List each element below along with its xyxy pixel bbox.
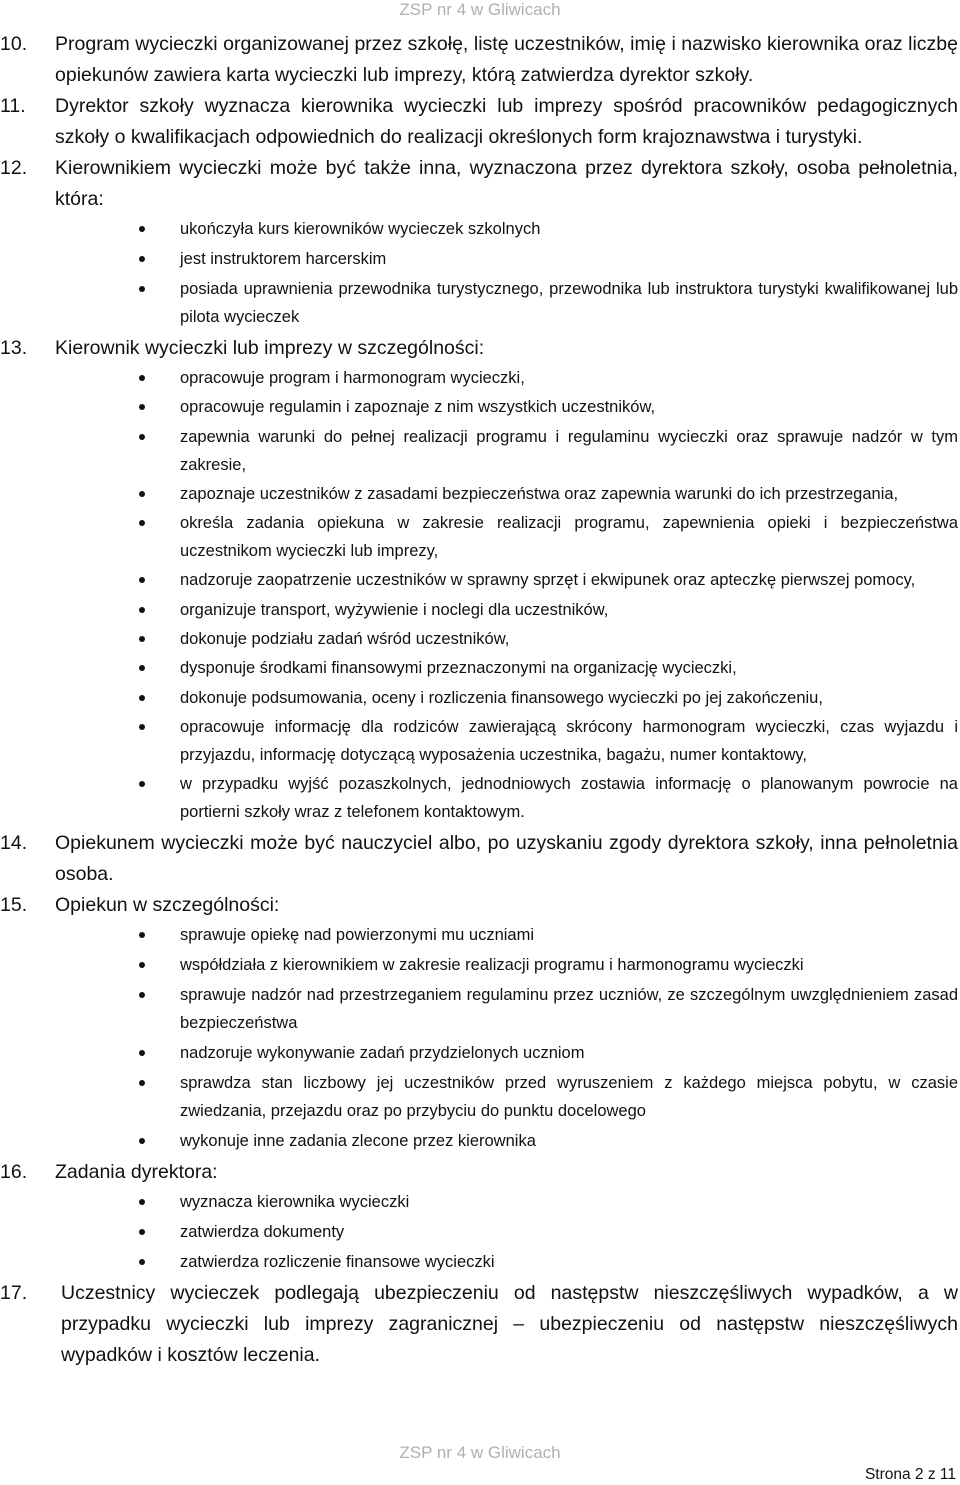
paragraph-13: [0, 333, 960, 364]
paragraph-number: 15.: [0, 893, 28, 916]
bullet-item: [0, 364, 960, 392]
bullet-text: nadzoruje wykonywanie zadań przydzielonych uczniom: [180, 1043, 585, 1062]
bullet-item: [0, 509, 960, 565]
bullet-text: opracowuje program i harmonogram wycieczki,: [180, 369, 525, 387]
paragraph-17: [0, 1278, 960, 1371]
paragraph-text: Dyrektor szkoły wyznacza kierownika wycieczki lub imprezy spośród pracowników pedagogicznych szkoły o kwalifikacjach odpowiednich do realizacji określonych form krajoznawstwa i turystyki.: [55, 95, 958, 148]
bullet-text: zapewnia warunki do pełnej realizacji programu i regulaminu wycieczki oraz sprawuje nadzór w tym zakresie,: [180, 427, 958, 474]
bullet-item: [0, 393, 960, 421]
bullet-icon: [139, 256, 145, 262]
paragraph-10: [0, 29, 960, 91]
bullet-text: zatwierdza rozliczenie finansowe wycieczki: [180, 1252, 495, 1271]
bullet-item: [0, 423, 960, 479]
bullet-item: [0, 1069, 960, 1125]
bullet-list-13: [0, 364, 960, 826]
paragraph-number: 10.: [0, 33, 28, 55]
bullet-icon: [139, 724, 145, 730]
bullet-icon: [139, 404, 145, 410]
paragraph-text: Program wycieczki organizowanej przez szkołę, listę uczestników, imię i nazwisko kierownika oraz liczbę opiekunów zawiera karta wycieczki lub imprezy, którą zatwierdza dyrektor szkoły.: [55, 33, 958, 86]
bullet-icon: [139, 781, 145, 787]
bullet-list-16: [0, 1188, 960, 1276]
bullet-icon: [139, 1138, 145, 1144]
bullet-list-12: [0, 215, 960, 331]
bullet-text: zatwierdza dokumenty: [180, 1222, 345, 1241]
bullet-item: [0, 1039, 960, 1067]
bullet-icon: [139, 636, 145, 642]
bullet-text: w przypadku wyjść pozaszkolnych, jednodniowych zostawia informację o planowanym powrocie na portierni szkoły wraz z telefonem kontaktowym.: [180, 775, 958, 822]
bullet-icon: [139, 286, 145, 292]
paragraph-text: Opiekun w szczególności:: [55, 893, 280, 916]
bullet-text: jest instruktorem harcerskim: [180, 250, 387, 268]
document-body: [0, 29, 960, 1371]
bullet-item: [0, 245, 960, 273]
paragraph-text: Opiekunem wycieczki może być nauczyciel albo, po uzyskaniu zgody dyrektora szkoły, inna pełnoletnia osoba.: [55, 831, 958, 885]
paragraph-number: 13.: [0, 337, 28, 359]
paragraph-number: 14.: [0, 831, 28, 854]
page-number: Strona 2 z 11: [864, 1466, 956, 1483]
bullet-icon: [139, 226, 145, 232]
bullet-icon: [139, 577, 145, 583]
bullet-icon: [139, 1050, 145, 1056]
bullet-icon: [139, 962, 145, 968]
bullet-item: [0, 596, 960, 624]
page-header: ZSP nr 4 w Gliwicach: [399, 0, 561, 19]
bullet-text: dokonuje podziału zadań wśród uczestników,: [180, 630, 510, 649]
bullet-icon: [139, 520, 145, 526]
bullet-text: ukończyła kurs kierowników wycieczek szkolnych: [180, 220, 541, 238]
paragraph-text: Kierownikiem wycieczki może być także inna, wyznaczona przez dyrektora szkoły, osoba pełnoletnia, która:: [55, 157, 958, 210]
bullet-item: [0, 684, 960, 712]
bullet-text: dokonuje podsumowania, oceny i rozliczenia finansowego wycieczki po jej zakończeniu,: [180, 688, 823, 707]
page-footer: ZSP nr 4 w Gliwicach: [399, 1443, 561, 1462]
bullet-text: opracowuje regulamin i zapoznaje z nim wszystkich uczestników,: [180, 398, 656, 417]
bullet-text: nadzoruje zaopatrzenie uczestników w sprawny sprzęt i ekwipunek oraz apteczkę pierwszej pomocy,: [180, 571, 916, 590]
paragraph-number: 17.: [0, 1281, 28, 1304]
bullet-item: [0, 1127, 960, 1155]
bullet-item: [0, 480, 960, 508]
bullet-text: posiada uprawnienia przewodnika turystycznego, przewodnika lub instruktora turystyki kwalifikowanej lub pilota wycieczek: [180, 280, 958, 326]
bullet-text: organizuje transport, wyżywienie i noclegi dla uczestników,: [180, 600, 609, 619]
paragraph-number: 16.: [0, 1160, 28, 1183]
bullet-list-15: [0, 921, 960, 1155]
bullet-item: [0, 921, 960, 949]
paragraph-12: [0, 153, 960, 215]
bullet-item: [0, 981, 960, 1037]
paragraph-number: 12.: [0, 157, 28, 179]
paragraph-15: [0, 890, 960, 921]
bullet-icon: [139, 932, 145, 938]
bullet-text: wyznacza kierownika wycieczki: [180, 1192, 410, 1211]
bullet-item: [0, 566, 960, 594]
bullet-text: opracowuje informację dla rodziców zawierającą skrócony harmonogram wycieczki, czas wyjazdu i przyjazdu, informację dotyczącą wyposażenia uczestnika, bagażu, numer kontaktowy,: [180, 717, 958, 764]
paragraph-11: [0, 91, 960, 153]
bullet-text: sprawdza stan liczbowy jej uczestników przed wyruszeniem z każdego miejsca pobytu, w czasie zwiedzania, przejazdu oraz po przybyciu do punktu docelowego: [180, 1073, 958, 1120]
bullet-icon: [139, 665, 145, 671]
bullet-icon: [139, 1080, 145, 1086]
bullet-item: [0, 1188, 960, 1216]
bullet-icon: [139, 1259, 145, 1265]
bullet-item: [0, 654, 960, 682]
bullet-item: [0, 1218, 960, 1246]
bullet-icon: [139, 607, 145, 613]
bullet-text: wykonuje inne zadania zlecone przez kierownika: [180, 1131, 536, 1150]
paragraph-16: [0, 1157, 960, 1188]
paragraph-text: Kierownik wycieczki lub imprezy w szczególności:: [55, 337, 485, 359]
bullet-icon: [139, 1229, 145, 1235]
bullet-item: [0, 951, 960, 979]
paragraph-text: Zadania dyrektora:: [55, 1160, 218, 1183]
bullet-text: sprawuje opiekę nad powierzonymi mu uczniami: [180, 925, 535, 944]
bullet-item: [0, 625, 960, 653]
bullet-icon: [139, 491, 145, 497]
bullet-icon: [139, 375, 145, 381]
bullet-icon: [139, 1199, 145, 1205]
bullet-item: [0, 1248, 960, 1276]
bullet-text: sprawuje nadzór nad przestrzeganiem regulaminu przez uczniów, ze szczególnym uwzględnieniem zasad bezpieczeństwa: [180, 985, 958, 1032]
paragraph-number: 11.: [0, 95, 26, 117]
bullet-text: dysponuje środkami finansowymi przeznaczonymi na organizację wycieczki,: [180, 659, 737, 678]
bullet-item: [0, 770, 960, 826]
bullet-text: zapoznaje uczestników z zasadami bezpieczeństwa oraz zapewnia warunki do ich przestrzegania,: [180, 484, 899, 503]
bullet-icon: [139, 695, 145, 701]
paragraph-text: Uczestnicy wycieczek podlegają ubezpieczeniu od następstw nieszczęśliwych wypadków, a w przypadku wycieczki lub imprezy zagranicznej – ubezpieczeniu od następstw nieszczęśliwych wypadków i kosztów leczenia.: [61, 1281, 958, 1366]
bullet-icon: [139, 992, 145, 998]
bullet-item: [0, 275, 960, 331]
bullet-text: określa zadania opiekuna w zakresie realizacji programu, zapewnienia opieki i bezpieczeństwa uczestnikom wycieczki lub imprezy,: [180, 514, 958, 561]
bullet-item: [0, 713, 960, 769]
paragraph-14: [0, 828, 960, 890]
bullet-text: współdziała z kierownikiem w zakresie realizacji programu i harmonogramu wycieczki: [180, 955, 804, 974]
bullet-icon: [139, 434, 145, 440]
bullet-item: [0, 215, 960, 243]
